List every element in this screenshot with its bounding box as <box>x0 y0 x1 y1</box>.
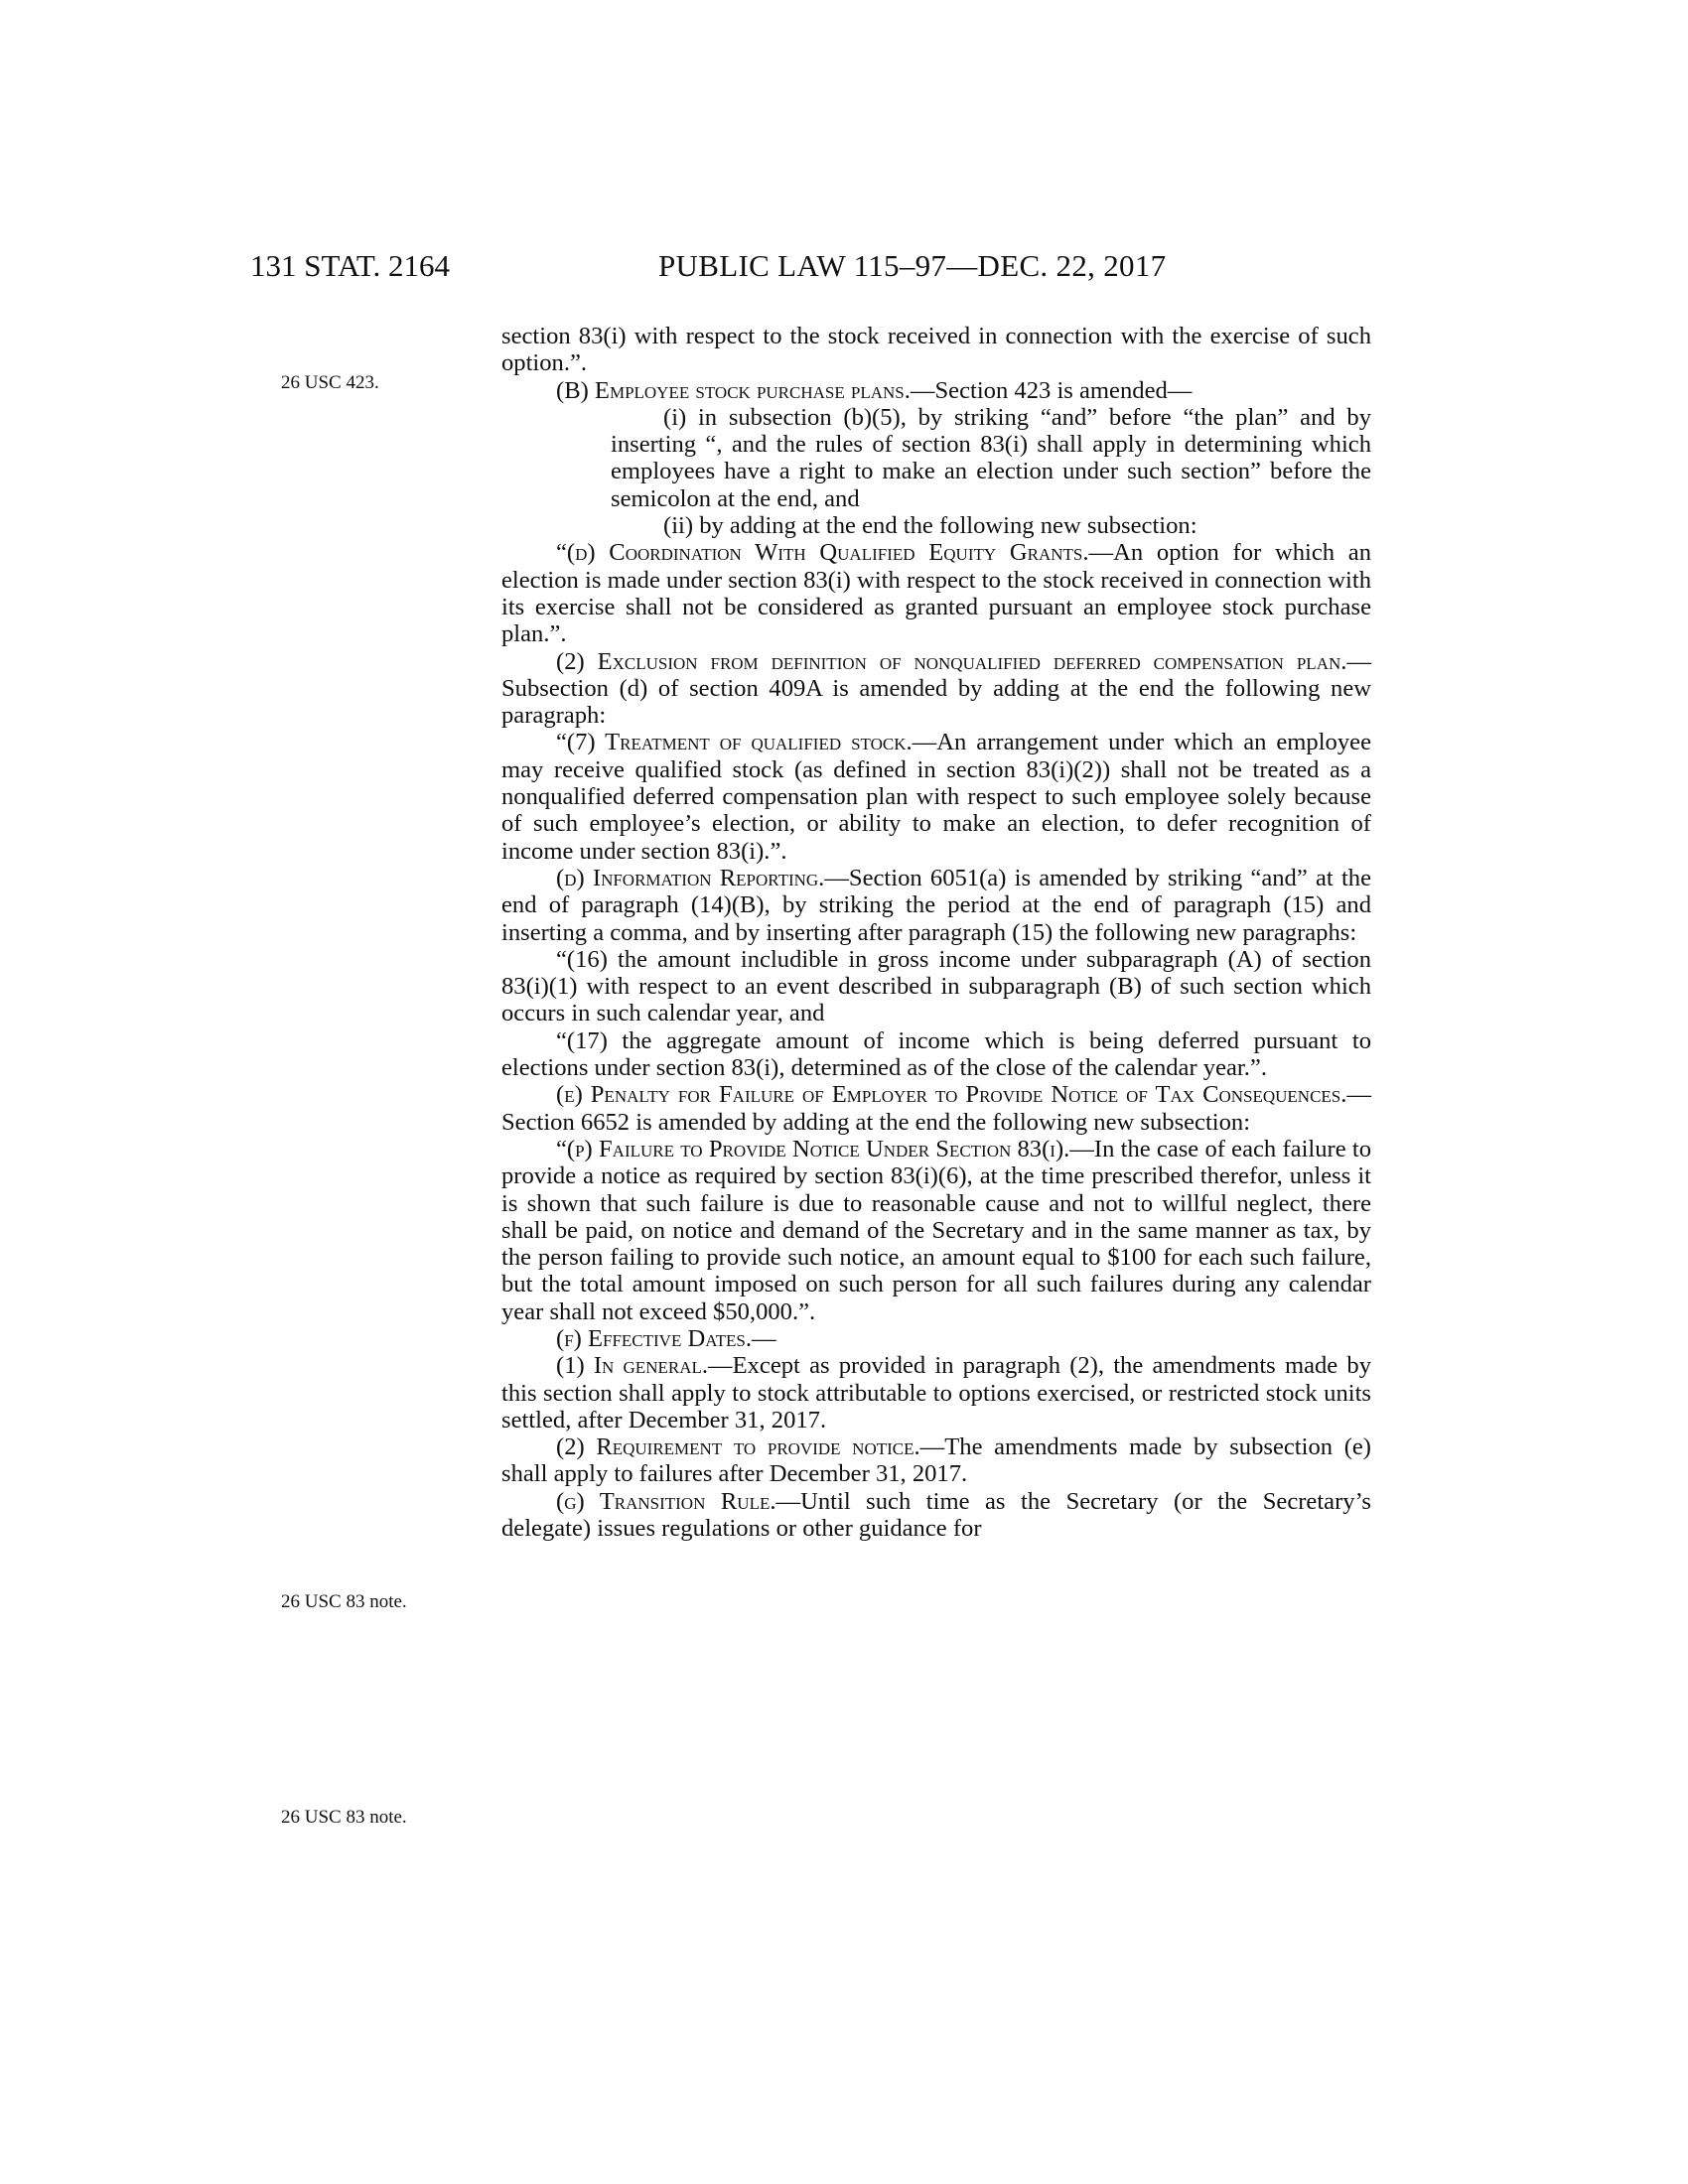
margin-note-usc-83-note: 26 USC 83 note. <box>281 1591 407 1612</box>
paragraph-text: —In the case of each failure to provide a notice as required by section 83(i)(6), at the time prescribed therefor, unless it is shown that such failure is due to reasonable cause and not to willful neglect, there shall be paid, on notice and demand of the Secretary and in the same manner as tax, by the person failing to provide such notice, an amount equal to $100 for each such failure, but the total amount imposed on such person for all such failures during any calendar year shall not exceed $50,000.”. <box>501 1135 1372 1325</box>
heading: (e) Penalty for Failure of Employer to Provide Notice of Tax Consequences. <box>556 1081 1347 1109</box>
paragraph-text: — <box>752 1324 776 1352</box>
paragraph-clause-i: (i) in subsection (b)(5), by striking “and” before “the plan” and by inserting “, and the rules of section 83(i) shall apply in determining which employees have a right to make an election under such section” before the semicolon at the end, and <box>611 403 1371 512</box>
paragraph-requirement-notice <box>501 1433 1371 1488</box>
paragraph-17: “(17) the aggregate amount of income which is being deferred pursuant to elections under section 83(i), determined as of the close of the calendar year.”. <box>501 1026 1371 1082</box>
paragraph-clause-ii: (ii) by adding at the end the following new subsection: <box>663 512 1197 540</box>
paragraph-transition-rule <box>501 1488 1371 1543</box>
paragraph-treatment-qualified-stock <box>501 729 1371 864</box>
paragraph-text: —An option for which an election is made under section 83(i) with respect to the stock received in connection with its exercise shall not be considered as granted pursuant an employee stock purchase plan.”. <box>501 539 1371 648</box>
margin-note-usc-423: 26 USC 423. <box>281 372 379 393</box>
heading: (g) Transition Rule. <box>556 1487 776 1515</box>
margin-note-usc-83-note-2: 26 USC 83 note. <box>281 1807 407 1828</box>
paragraph-information-reporting <box>501 865 1371 946</box>
paragraph: section 83(i) with respect to the stock received in connection with the exercise of such option.”. <box>501 323 1371 377</box>
paragraph-text: —The amendments made by subsection (e) shall apply to failures after December 31, 2017. <box>501 1433 1371 1488</box>
paragraph-penalty <box>501 1081 1371 1136</box>
paragraph-failure-to-provide-notice <box>501 1136 1371 1325</box>
paragraph-text: —Section 6051(a) is amended by striking “and” at the end of paragraph (14)(B), by striking the period at the end of paragraph (15) and inserting a comma, and by inserting after paragraph (15) the following new paragraphs: <box>501 864 1371 946</box>
heading: (2) Exclusion from definition of nonqualified deferred compensation plan. <box>556 647 1347 675</box>
paragraph-text: —Section 6652 is amended by adding at the end the following new subsection: <box>501 1081 1371 1136</box>
heading: (2) Requirement to provide notice. <box>556 1433 920 1461</box>
heading: (f) Effective Dates. <box>556 1324 753 1352</box>
paragraph-effective-dates <box>501 1325 1371 1352</box>
heading: (1) In general. <box>556 1352 708 1380</box>
heading: “(7) Treatment of qualified stock. <box>556 729 913 756</box>
paragraph-exclusion <box>501 648 1371 730</box>
paragraph-text: —Section 423 is amended— <box>910 376 1193 404</box>
stat-reference: 131 STAT. 2164 <box>250 248 451 283</box>
heading: “(d) Coordination With Qualified Equity Grants. <box>556 539 1089 567</box>
heading: (B) Employee stock purchase plans. <box>556 376 911 404</box>
paragraph-employee-stock-purchase-plans <box>501 377 1371 404</box>
heading: (d) Information Reporting. <box>556 864 825 891</box>
paragraph-16: “(16) the amount includible in gross income under subparagraph (A) of section 83(i)(1) with respect to an event described in subparagraph (B) of such section which occurs in such calendar year, and <box>501 945 1371 1027</box>
paragraph-text: —Until such time as the Secretary (or the Secretary’s delegate) issues regulations or other guidance for <box>501 1487 1371 1543</box>
paragraph-text: —An arrangement under which an employee may receive qualified stock (as defined in section 83(i)(2)) shall not be treated as a nonqualified deferred compensation plan with respect to such employee solely because of such employee’s election, or ability to make an election, to defer recognition of income under section 83(i).”. <box>501 729 1371 865</box>
law-title: PUBLIC LAW 115–97—DEC. 22, 2017 <box>658 248 1167 283</box>
paragraph-in-general <box>501 1352 1371 1433</box>
paragraph-text: —Except as provided in paragraph (2), the amendments made by this section shall apply to stock attributable to options exercised, or restricted stock units settled, after December 31, 2017. <box>501 1352 1371 1433</box>
paragraph-coordination <box>501 539 1371 647</box>
paragraph-text: —Subsection (d) of section 409A is amended by adding at the end the following new paragraph: <box>501 647 1371 730</box>
page-header <box>0 248 1688 288</box>
statute-body <box>501 323 1371 1542</box>
heading: “(p) Failure to Provide Notice Under Section 83(i). <box>556 1135 1070 1162</box>
